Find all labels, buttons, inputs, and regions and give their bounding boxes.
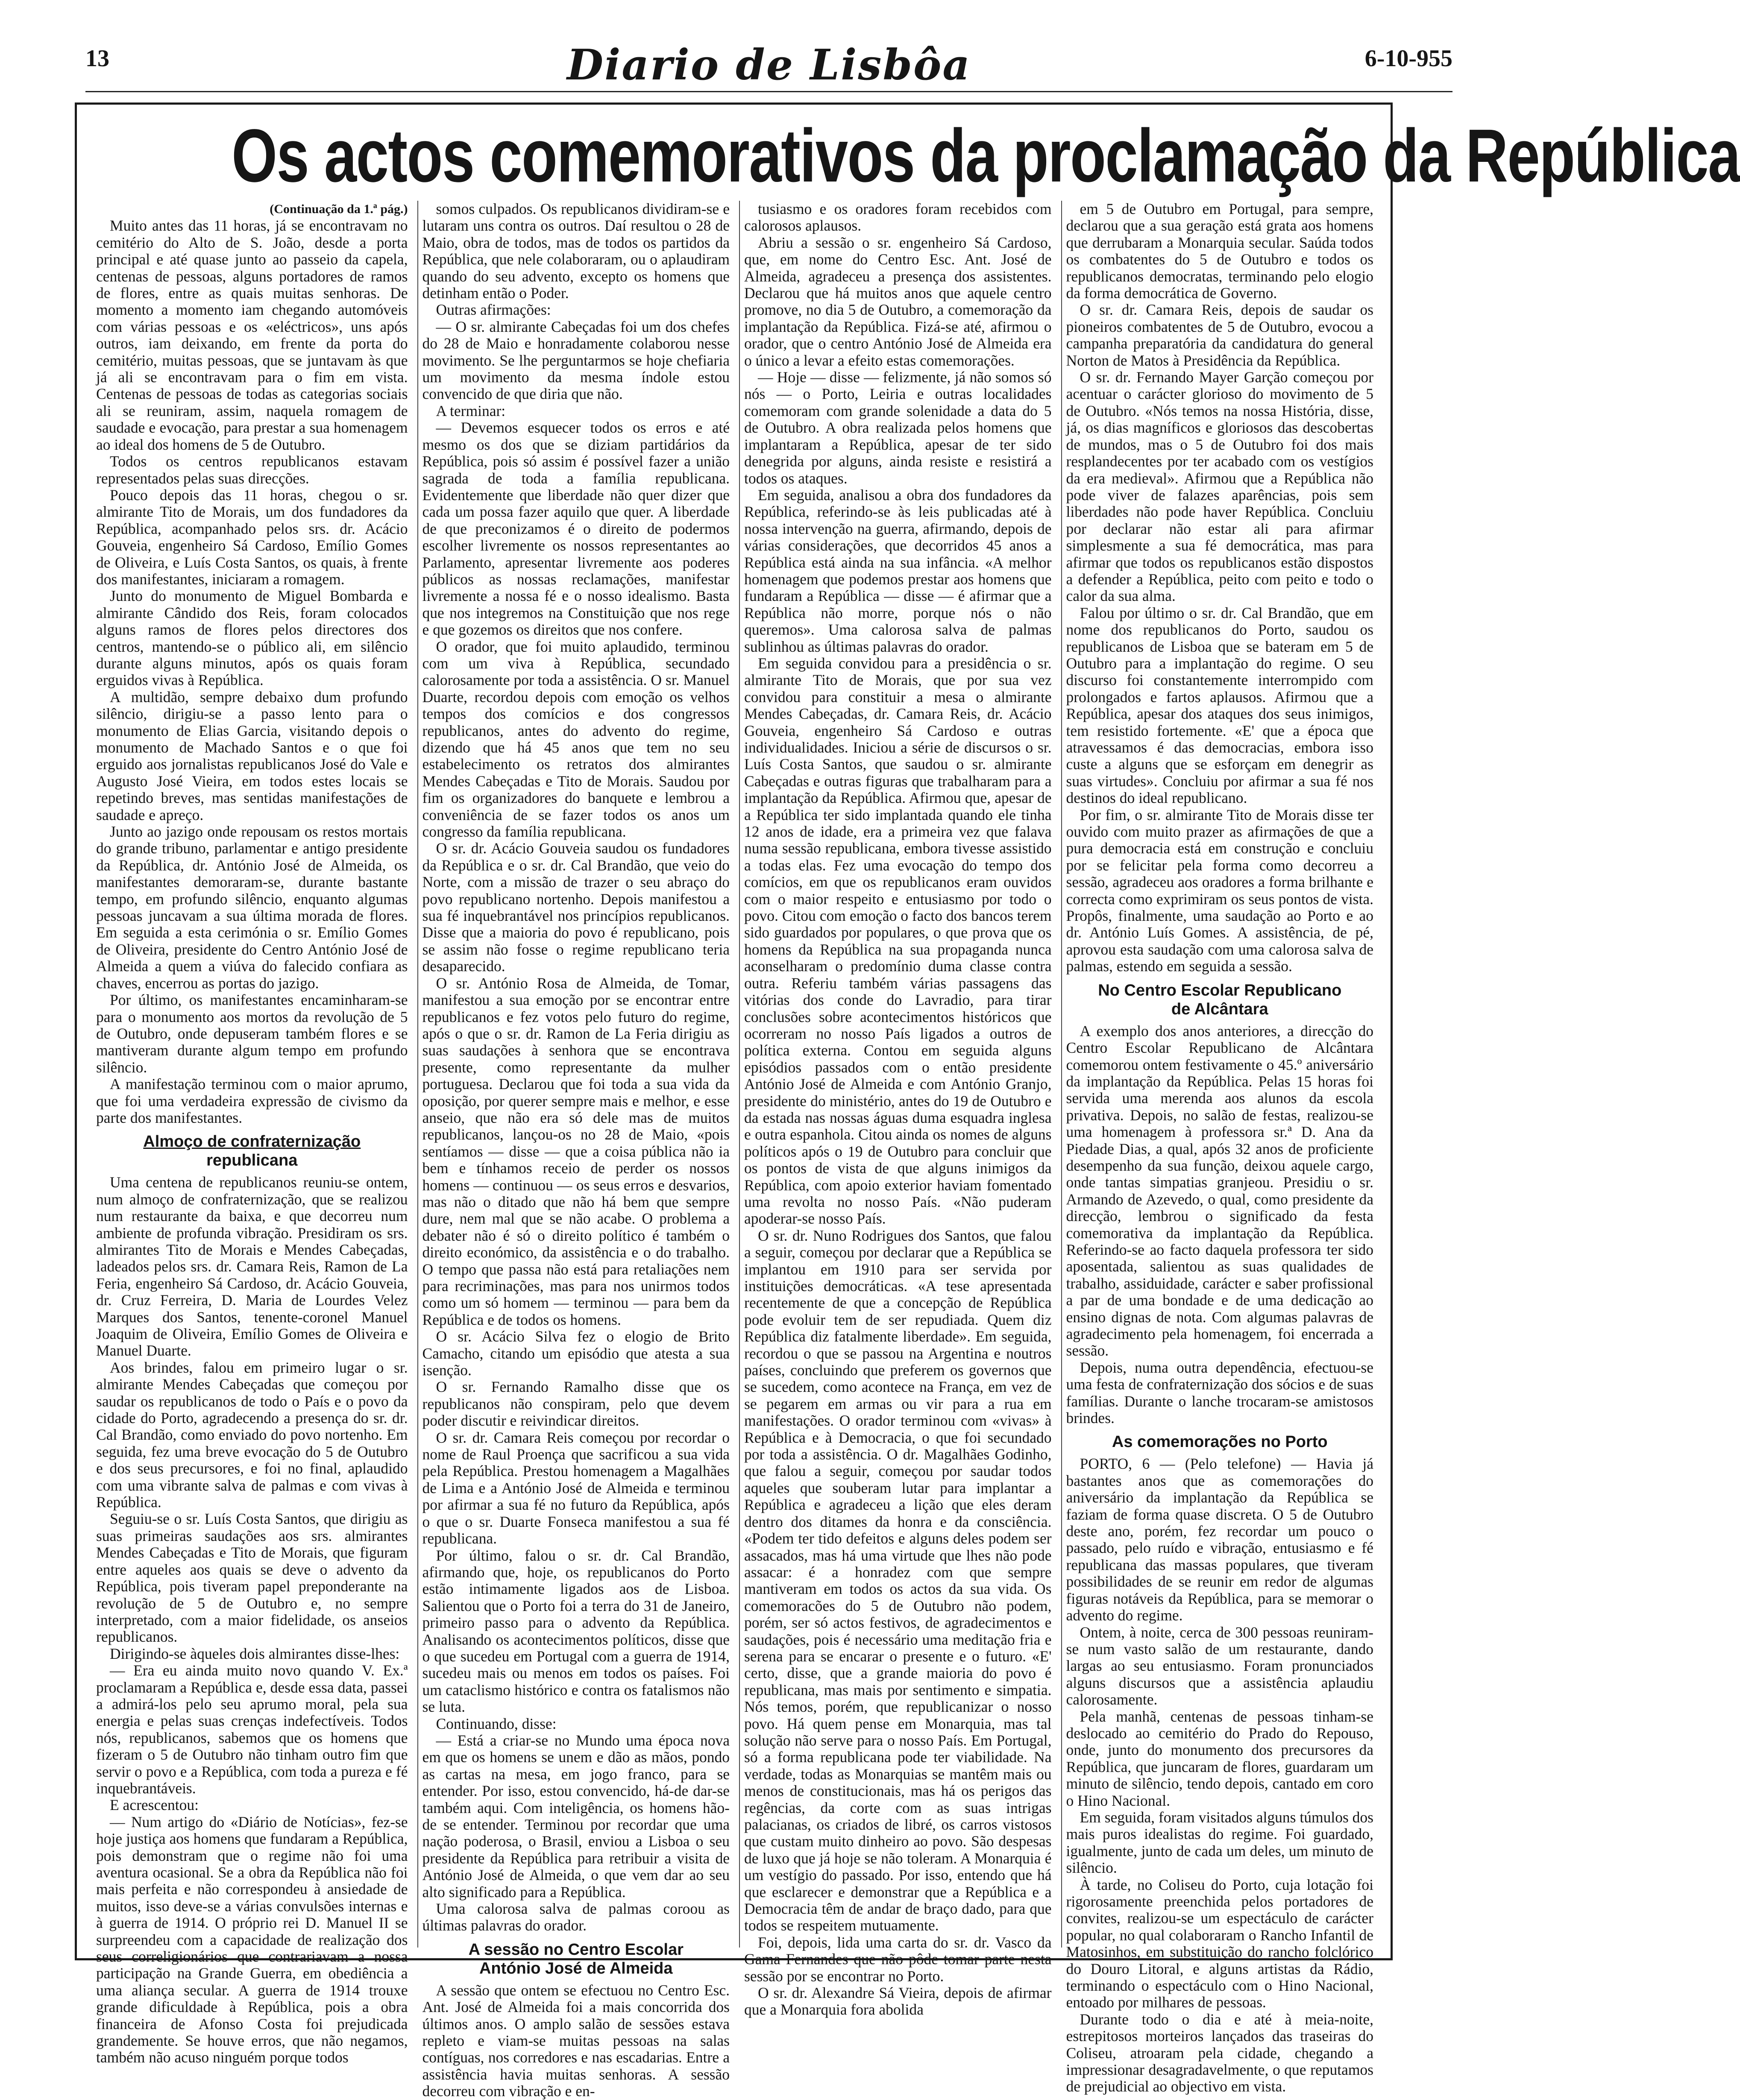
paragraph: Todos os centros republicanos estavam representados pelas suas direcções. [96, 453, 408, 487]
paragraph: O sr. dr. Acácio Gouveia saudou os fundadores da República e o sr. dr. Cal Brandão, que veio do Norte, com a missão de trazer o seu abraço do povo republicano nortenho. Depois manifestou a sua fé inquebrantável nos princípios republicanos. Disse que a maioria do povo é republicano, pois se assim não fosse o regime republicano teria desaparecido. [422, 840, 730, 975]
paragraph: PORTO, 6 — (Pelo telefone) — Havia já bastantes anos que as comemorações do aniversário da implantação da República se faziam de forma quase discreta. O 5 de Outubro deste ano, porém, fez recordar um pouco o passado, pelo ruído e vibração, entusiasmo e fé republicana das massas populares, que tiveram possibilidades de se reunir em redor de algumas figuras notáveis da República, para se memorar o advento do regime. [1066, 1455, 1373, 1624]
paragraph: Por último, os manifestantes encaminharam-se para o monumento aos mortos da revolução de 5 de Outubro, onde depuseram também flores e se mantiveram durante algum tempo em profundo silêncio. [96, 991, 408, 1076]
paragraph: O sr. dr. Nuno Rodrigues dos Santos, que falou a seguir, começou por declarar que a República se implantou em 1910 para ser servida por instituições democráticas. «A tese apresentada recentemente de que a concepção de República pode evoluir tem de ser repudiada. Quem diz República diz fatalmente liberdade». Em seguida, recordou o que se passou na Argentina e noutros países, concluindo que preferem os governos que se sucedem, como acontece na França, em vez de se pegarem em armas ou vir para a rua em manifestações. O orador terminou com «vivas» à República e à Democracia, o que foi secundado por toda a assistência. O dr. Magalhães Godinho, que falou a seguir, começou por saudar todos aqueles que souberam lutar para implantar a República e agradeceu a lição que eles deram dentro dos ditames da honra e da consciência. «Podem ter tido defeitos e alguns deles podem ser assacados, mas há uma virtude que lhes não pode assacar: é a honradez com que sempre mantiveram em todos os actos da sua vida. Os comemoracões do 5 de Outubro não podem, porém, ser só actos festivos, de agradecimentos e saudações, pois é necessário uma meditação fria e serena para se encarar o presente e o futuro. «E' certo, disse, que a grande maioria do povo é republicana, mas mais por sentimento e simpatia. Nós temos, porém, que republicanizar o nosso povo. Há quem pense em Monarquia, mas tal solução não serve para o nosso País. Em Portugal, só a forma republicana pode ter viabilidade. Na verdade, todas as Monarquias se mantêm mais ou menos de constitucionais, mas há os perigos das regências, da corte com as suas intrigas palacianas, os criados de libré, os carros vistosos que custam muito dinheiro ao povo. São despesas de luxo que já hoje se não toleram. A Monarquia é um vestígio do passado. Por isso, entendo que há que esclarecer e demonstrar que a República e a Democracia têm de andar de braço dado, para que todos se respeitem mutuamente. [744, 1227, 1052, 1934]
masthead: Diario de Lisbôa [567, 41, 971, 90]
paragraph: somos culpados. Os republicanos dividiram-se e lutaram uns contra os outros. Daí resultou o 28 de Maio, obra de todos, mas de todos os partidos da República, que nele colaboraram, ou o aplaudiram quando do seu advento, excepto os homens que detinham então o Poder. [422, 200, 730, 302]
paragraph: A exemplo dos anos anteriores, a direcção do Centro Escolar Republicano de Alcântara comemorou ontem festivamente o 45.º aniversário da implantação da República. Pelas 15 horas foi servida uma merenda aos alunos da escola privativa. Depois, no salão de festas, realizou-se uma homenagem à professora sr.ª D. Ana da Piedade Dias, a qual, após 32 anos de proficiente desempenho da sua função, deixou aquele cargo, onde tantas simpatias granjeou. Presidiu o sr. Armando de Azevedo, o qual, como presidente da direcção, lembrou o significado da festa comemorativa da implantação da República. Referindo-se ao facto daquela professora ter sido aposentada, salientou as suas qualidades de trabalho, assiduidade, carácter e saber profissional a par de uma bondade e de uma dedicação ao ensino dignas de nota. Com algumas palavras de agradecimento pela homenagem, foi encerrada a sessão. [1066, 1022, 1373, 1359]
section-heading-line: No Centro Escolar Republicano [1098, 981, 1342, 999]
paragraph: Foi, depois, lida uma carta do sr. dr. Vasco da Gama Fernandes que não pôde tomar parte nesta sessão por se encontrar no Porto. [744, 1933, 1052, 1985]
paragraph: A sessão que ontem se efectuou no Centro Esc. Ant. José de Almeida foi a mais concorrida dos últimos anos. O amplo salão de sessões estava repleto e viam-se muitas pessoas na salas contíguas, nos corredores e nas escadarias. Entre a assistência havia muitas senhoras. A sessão decorreu com vibração e en- [422, 1981, 730, 2100]
paragraph: Ontem, à noite, cerca de 300 pessoas reuniram-se num vasto salão de um restaurante, dando largas ao seu entusiasmo. Foram pronunciados alguns discursos que a assistência aplaudiu calorosamente. [1066, 1623, 1373, 1708]
section-heading-line: de Alcântara [1171, 1000, 1268, 1018]
article-columns [96, 200, 1373, 2100]
header-rule [85, 91, 1452, 92]
paragraph: Muito antes das 11 horas, já se encontravam no cemitério do Alto de S. João, desde a porta principal e até quase junto ao passeio da capela, centenas de pessoas, alguns portadores de ramos de flores, entre as quais muitas senhoras. De momento a momento iam chegando automóveis com várias pessoas e os «eléctricos», uns após outros, iam deixando, em frente da porta do cemitério, muitas pessoas, que se juntavam às que já ali se encontravam para o fim em vista. Centenas de pessoas de todas as categorias sociais ali se reuniram, assim, naquela romagem de saudade e evocação, para prestar a sua homenagem ao ideal dos homens de 5 de Outubro. [96, 217, 408, 453]
section-heading-line: republicana [206, 1151, 298, 1170]
paragraph: Junto do monumento de Miguel Bombarda e almirante Cândido dos Reis, foram colocados alguns ramos de flores pelos directores dos centros, mantendo-se o público ali, em silêncio durante alguns minutos, após os quais foram erguidos vivas à República. [96, 587, 408, 689]
column-3 [739, 200, 1052, 2018]
section-heading [96, 1132, 408, 1170]
page-header [85, 41, 1452, 92]
paragraph: Depois, numa outra dependência, efectuou-se uma festa de confraternização dos sócios e de suas famílias. Durante o lanche trocaram-se amistosos brindes. [1066, 1359, 1373, 1427]
paragraph: A multidão, sempre debaixo dum profundo silêncio, dirigiu-se a passo lento para o monumento de Elias Garcia, visitando depois o monumento de Machado Santos e o que foi erguido aos jornalistas republicanos José do Vale e Augusto José Vieira, em todos estes locais se repetindo breves, mas sentidas manifestações de saudade e apreço. [96, 688, 408, 823]
paragraph: — Devemos esquecer todos os erros e até mesmo os dos que se diziam partidários da República, pois só assim é possível fazer a união sagrada de toda a família republicana. Evidentemente que liberdade não quer dizer que cada um possa fazer aquilo que quer. A liberdade de que preconizamos é o direito de podermos escolher livremente os nossos representantes ao Parlamento, apresentar livremente aos poderes públicos as nossas reclamações, manifestar livremente a nossa fé e o nosso idealismo. Basta que nos integremos na Constituição que nos rege e que gozemos os direitos que nos confere. [422, 419, 730, 638]
paragraph: O sr. Fernando Ramalho disse que os republicanos não conspiram, pelo que devem poder discutir e reivindicar direitos. [422, 1378, 730, 1429]
section-heading-line: A sessão no Centro Escolar [468, 1940, 684, 1959]
paragraph: Junto ao jazigo onde repousam os restos mortais do grande tribuno, parlamentar e antigo presidente da República, dr. António José de Almeida, os manifestantes demoraram-se, durante bastante tempo, em profundo silêncio, enquanto algumas pessoas juncavam a sua última morada de flores. Em seguida a esta cerimónia o sr. Emílio Gomes de Oliveira, presidente do Centro António José de Almeida a quem a viúva do falecido confiara as chaves, encerrou as portas do jazigo. [96, 823, 408, 992]
paragraph: Em seguida, foram visitados alguns túmulos dos mais puros idealistas do regime. Foi guardado, igualmente, junto de cada um deles, um minuto de silêncio. [1066, 1808, 1373, 1877]
paragraph: Pela manhã, centenas de pessoas tinham-se deslocado ao cemitério do Prado do Repouso, onde, junto do monumento dos precursores da República, que juncaram de flores, guardaram um minuto de silêncio, tendo depois, cantado em coro o Hino Nacional. [1066, 1708, 1373, 1809]
paragraph: Uma calorosa salva de palmas coroou as últimas palavras do orador. [422, 1900, 730, 1934]
paragraph: — Está a criar-se no Mundo uma época nova em que os homens se unem e dão as mãos, pondo as cartas na mesa, em jogo franco, para se entender. Por isso, estou convencido, há-de dar-se também aqui. Com inteligência, os homens hão-de se entender. Terminou por recordar que uma nação poderosa, o Brasil, enviou a Lisboa o seu presidente da República para retribuir a visita de António José de Almeida, o que vem dar ao seu alto significado para a República. [422, 1731, 730, 1901]
paragraph: A terminar: [436, 402, 506, 419]
paragraph: Dirigindo-se àqueles dois almirantes disse-lhes: [110, 1645, 400, 1662]
section-heading [423, 1940, 730, 1978]
section-heading-line: António José de Almeida [479, 1959, 673, 1977]
paragraph: O sr. António Rosa de Almeida, de Tomar, manifestou a sua emoção por se encontrar entre republicanos e fez votos pelo futuro do regime, após o que o sr. dr. Ramon de La Feria dirigiu as suas saudações à senhora que se encontrava presente, como representante da mulher portuguesa. Declarou que foi toda a sua vida da oposição, por querer sempre mais e melhor, e esse anseio, que não era só dele mas de muitos republicanos, lançou-os no 28 de Maio, «pois sentíamos — disse — que a coisa pública não ia bem e tínhamos receio de perder os nossos homens — continuou — os seus erros e desvarios, mas não o ditado que não há bem que sempre dure, nem mal que se não acabe. O problema a debater não é só o direito político é também o direito económico, da assistência e o do trabalho. O tempo que passa não está para retaliações nem para recriminações, mas para nos unirmos todos como um só homem — terminou — para bem da República e de todos os homens. [422, 974, 730, 1328]
paragraph: — Hoje — disse — felizmente, já não somos só nós — o Porto, Leiria e outras localidades comemoram com grande solenidade a data do 5 de Outubro. A obra realizada pelos homens que implantaram a República, apesar de ter sido denegrida por alguns, ainda resiste e resistirá a todos os ataques. [744, 369, 1052, 487]
paragraph: Abriu a sessão o sr. engenheiro Sá Cardoso, que, em nome do Centro Esc. Ant. José de Almeida, agradeceu a presença dos assistentes. Declarou que há muitos anos que aquele centro promove, no dia 5 de Outubro, a comemoração da implantação da República. Fizá-se até, afirmou o orador, que o centro António José de Almeida era o único a levar a efeito estas comemorações. [744, 234, 1052, 369]
paragraph: O sr. Acácio Silva fez o elogio de Brito Camacho, citando um episódio que atesta a sua isenção. [422, 1328, 730, 1379]
paragraph: — O sr. almirante Cabeçadas foi um dos chefes do 28 de Maio e honradamente colaborou nesse movimento. Se lhe perguntarmos se hoje chefiaria um movimento da mesma índole estou convencido de que diria que não. [422, 318, 730, 403]
article-headline: Os actos comemorativos da proclamação da República [232, 114, 1740, 198]
section-heading-line: As comemorações no Porto [1112, 1433, 1328, 1451]
paragraph: E acrescentou: [110, 1796, 199, 1814]
paragraph: em 5 de Outubro em Portugal, para sempre, declarou que a sua geração está grata aos homens que derrubaram a Monarquia secular. Saúda todos os combatentes do 5 de Outubro e todos os republicanos democratas, terminando pelo elogio da forma democrática de Governo. [1066, 200, 1373, 302]
continuation-note: (Continuação da 1.ª pág.) [270, 202, 408, 216]
paragraph: O sr. dr. Camara Reis, depois de saudar os pioneiros combatentes de 5 de Outubro, evocou a campanha preparatória da candidatura do general Norton de Matos à Presidência da República. [1066, 301, 1373, 369]
paragraph: Em seguida, analisou a obra dos fundadores da República, referindo-se às leis publicadas até à nossa intervenção na guerra, afirmando, depois de várias considerações, que decorridos 45 anos a República está ainda na sua infância. «A melhor homenagem que podemos prestar aos homens que fundaram a República — disse — é afirmar que a República não morre, porque nós o não queremos». Uma calorosa salva de palmas sublinhou as últimas palavras do orador. [744, 486, 1052, 655]
column-2 [417, 200, 730, 2100]
paragraph: Por último, falou o sr. dr. Cal Brandão, afirmando que, hoje, os republicanos do Porto estão intimamente ligados aos de Lisboa. Salientou que o Porto foi a terra do 31 de Janeiro, primeiro passo para o advento da República. Analisando os acontecimentos políticos, disse que o que sucedeu em Portugal com a guerra de 1914, sucedeu mais ou menos em todos os países. Foi um cataclismo histórico e contra os fatalismos não se luta. [422, 1546, 730, 1716]
paragraph: Durante todo o dia e até à meia-noite, estrepitosos morteiros lançados das traseiras do Coliseu, atroaram pela cidade, chegando a impressionar desagradavelmente, o que reputamos de prejudicial ao objectivo em vista. [1066, 2010, 1373, 2095]
column-4 [1061, 200, 1374, 2095]
paragraph: Por fim, o sr. almirante Tito de Morais disse ter ouvido com muito prazer as afirmações de que a pura democracia está em construção e concluiu por se felicitar pela forma como decorreu a sessão, agradeceu aos oradores a forma brilhante e correcta como exprimiram os seus pontos de vista. Propôs, finalmente, uma saudação ao Porto e ao dr. António Luís Gomes. A assistência, de pé, aprovou esta saudação com uma calorosa salva de palmas, estendo em seguida a sessão. [1066, 806, 1373, 975]
paragraph: Continuando, disse: [436, 1715, 557, 1732]
paragraph: O sr. dr. Camara Reis começou por recordar o nome de Raul Proença que sacrificou a sua vida pela República. Prestou homenagem a Magalhães de Lima e a António José de Almeida e terminou por afirmar a sua fé no futuro da República, após o que o sr. Duarte Fonseca manifestou a sua fé republicana. [422, 1429, 730, 1547]
column-1 [96, 201, 408, 2066]
section-heading [1066, 981, 1374, 1019]
paragraph: — Era eu ainda muito novo quando V. Ex.ª proclamaram a República e, desde essa data, passei a admirá-los pelo seu aprumo moral, pela sua energia e pelas suas crenças indefectíveis. Todos nós, republicanos, sabemos que os homens que fizeram o 5 de Outubro não tinham outro fim que servir o povo e a República, com toda a pureza e fé inquebrantáveis. [96, 1662, 408, 1797]
paragraph: — Num artigo do «Diário de Notícias», fez-se hoje justiça aos homens que fundaram a República, pois demonstram que o regime não foi uma aventura ocasional. Se a obra da República não foi mais perfeita e não correspondeu à ansiedade de muitos, isso deve-se a várias convulsões internas e à guerra de 1914. O próprio rei D. Manuel II se surpreendeu com a capacidade de realização dos seus correligionários que contrariavam a nossa participação na Grande Guerra, em obediência a uma aliança secular. A guerra de 1914 trouxe grande dificuldade à República, pois a obra financeira de Afonso Costa foi prejudicada grandemente. Se houve erros, que não negamos, também não acuso ninguém porque todos [96, 1813, 408, 2066]
page-number: 13 [85, 45, 109, 72]
paragraph: O sr. dr. Alexandre Sá Vieira, depois de afirmar que a Monarquia fora abolida [744, 1984, 1052, 2018]
paragraph: Em seguida convidou para a presidência o sr. almirante Tito de Morais, que por sua vez convidou para constituir a mesa o almirante Mendes Cabeçadas, dr. Camara Reis, dr. Acácio Gouveia, engenheiro Sá Cardoso e outras individualidades. Iniciou a série de discursos o sr. Luís Costa Santos, que saudou o sr. almirante Cabeçadas e outras figuras que trabalharam para a implantação da República. Afirmou que, apesar de a República ter sido implantada quando ele tinha 12 anos de idade, era a primeira vez que falava numa sessão republicana, embora tivesse assistido a todas elas. Fez uma evocação do tempo dos comícios, em que os republicanos eram ouvidos com o maior respeito e entusiasmo por todo o povo. Citou com emoção o facto dos bancos terem sido guardados por populares, o que prova que os homens da República na sua propaganda nunca aconselharam o predomínio duma classe contra outra. Referiu também várias passagens das vitórias dos conde do Lavradio, para tirar conclusões sobre acontecimentos históricos que ocorreram no nosso País ligados a outros de política externa. Contou em seguida alguns episódios passados com o então presidente António José de Almeida e com António Granjo, presidente do ministério, antes do 19 de Outubro e da estada nas nossas águas duma esquadra inglesa e outra espanhola. Citou ainda os nomes de alguns políticos após o 19 de Outubro para concluir que os pontos de vista de que alguns inimigos da República, com apoio exterior haviam fomentado uma revolta no nosso País. «Não puderam apoderar-se nosso País. [744, 654, 1052, 1227]
paragraph: Outras afirmações: [436, 301, 551, 319]
section-heading [1066, 1432, 1374, 1451]
paragraph: Uma centena de republicanos reuniu-se ontem, num almoço de confraternização, que se realizou num restaurante da baixa, e que decorreu num ambiente de profunda vibração. Presidiram os srs. almirantes Tito de Morais e Mendes Cabeçadas, ladeados pelos srs. dr. Camara Reis, Ramon de La Feria, engenheiro Sá Cardoso, dr. Acácio Gouveia, dr. Cruz Ferreira, D. Maria de Lourdes Velez Marques dos Santos, tenente-coronel Manuel Joaquim de Oliveira, Emílio Gomes de Oliveira e Manuel Duarte. [96, 1174, 408, 1359]
paragraph: À tarde, no Coliseu do Porto, cuja lotação foi rigorosamente preenchida pelos portadores de convites, realizou-se um espectáculo de carácter popular, no qual colaboraram o Rancho Infantil de Matosinhos, em substituição do rancho folclórico do Douro Litoral, e alguns artistas da Rádio, terminando o espectáculo com o Hino Nacional, entoado por milhares de pessoas. [1066, 1876, 1373, 2011]
paragraph: tusiasmo e os oradores foram recebidos com calorosos aplausos. [744, 200, 1052, 234]
paragraph: O sr. dr. Fernando Mayer Garção começou por acentuar o carácter glorioso do movimento de 5 de Outubro. «Nós temos na nossa História, disse, já, os dias magníficos e gloriosos das descobertas de mundos, mas o 5 de Outubro foi dos mais resplandecentes por ter acabado com os vestígios da era medieval». Afirmou que a República não pode viver de falazes aparências, pois sem liberdades não pode haver República. Concluiu por declarar não estar ali para afirmar simplesmente a sua fé democrática, mas para afirmar que todos os republicanos estão dispostos a defender a República, peito com peito e todo o calor da sua alma. [1066, 369, 1373, 605]
issue-date: 6-10-955 [1364, 45, 1452, 72]
paragraph: Seguiu-se o sr. Luís Costa Santos, que dirigiu as suas primeiras saudações aos srs. almirantes Mendes Cabeçadas e Tito de Morais, que figuram entre aqueles aos quais se deve o advento da República, pois tiveram papel preponderante na revolução de 5 de Outubro e, no sempre interpretado, com a maior fidelidade, os anseios republicanos. [96, 1510, 408, 1646]
paragraph: O orador, que foi muito aplaudido, terminou com um viva à República, secundado calorosamente por toda a assistência. O sr. Manuel Duarte, recordou depois com emoção os velhos tempos dos comícios e dos congressos republicanos, antes do advento do regime, dizendo que há 45 anos que tem no seu estabelecimento os retratos dos almirantes Mendes Cabeçadas e Tito de Morais. Saudou por fim os organizadores do banquete e lembrou a conveniência de se fazer todos os anos um congresso da família republicana. [422, 638, 730, 841]
paragraph: A manifestação terminou com o maior aprumo, que foi uma verdadeira expressão de civismo da parte dos manifestantes. [96, 1075, 408, 1126]
paragraph: Aos brindes, falou em primeiro lugar o sr. almirante Mendes Cabeçadas que começou por saudar os republicanos de todo o País e o povo da cidade do Porto, agradecendo a presença do sr. dr. Cal Brandão, como enviado do povo nortenho. Em seguida, fez uma breve evocação do 5 de Outubro e dos seus precursores, e foi no final, aplaudido com uma vibrante salva de palmas e com vivas à República. [96, 1359, 408, 1511]
section-heading-line: Almoço de confraternização [143, 1133, 361, 1151]
paragraph: Falou por último o sr. dr. Cal Brandão, que em nome dos republicanos do Porto, saudou os republicanos de Lisboa que se bateram em 5 de Outubro para a implantação do regime. O seu discurso foi constantemente interrompido com prolongados e fartos aplausos. Afirmou que a República, apesar dos ataques dos seus inimigos, tem resistido fortemente. «E' que a época que atravessamos é das democracias, embora isso custe a alguns que se esforçam em denegrir as suas virtudes». Concluiu por afirmar a sua fé nos destinos do ideal republicano. [1066, 604, 1373, 807]
paragraph: Pouco depois das 11 horas, chegou o sr. almirante Tito de Morais, um dos fundadores da República, acompanhado pelos srs. dr. Acácio Gouveia, engenheiro Sá Cardoso, Emílio Gomes de Oliveira, e Luís Costa Santos, os quais, à frente dos manifestantes, iniciaram a romagem. [96, 486, 408, 588]
